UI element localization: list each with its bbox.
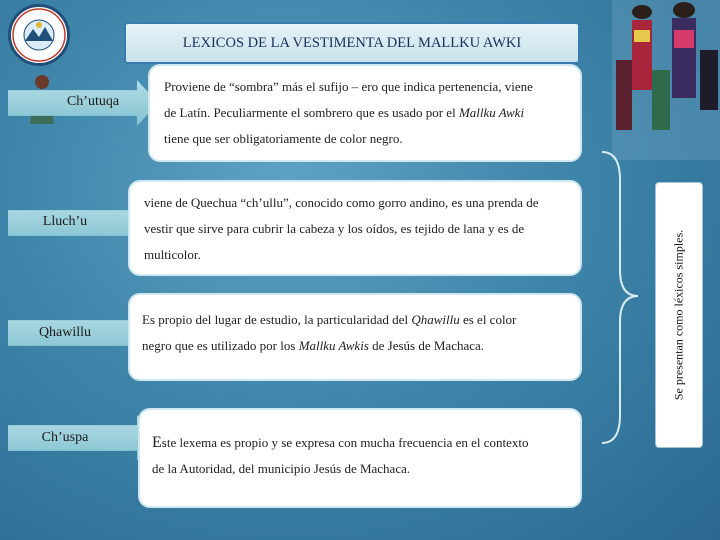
description-line: de Latín. Peculiarmente el sombrero que es usado por el Mallku Awki xyxy=(164,105,525,120)
description-line: negro que es utilizado por los Mallku Awkis de Jesús de Machaca. xyxy=(142,338,485,353)
description-line: viene de Quechua “ch’ullu”, conocido como gorro andino, es una prenda de xyxy=(144,195,539,210)
side-note-box xyxy=(655,182,703,448)
description-box-lluchu xyxy=(130,182,580,274)
description-box-chutuqa xyxy=(150,66,580,160)
description-line: Proviene de “sombra” más el sufijo – ero que indica pertenencia, viene xyxy=(164,79,533,94)
university-seal-logo xyxy=(8,4,70,66)
description-line: vestir que sirve para cubrir la cabeza y los oídos, es tejido de lana y es de xyxy=(144,221,525,236)
item-label-chuspa: Ch’uspa xyxy=(41,430,89,445)
item-label-lluchu: Lluch’u xyxy=(42,214,88,229)
description-line: tiene que ser obligatoriamente de color negro. xyxy=(164,131,403,146)
side-note-text: Se presentan como léxicos simples. xyxy=(671,229,686,401)
slide-title xyxy=(124,22,580,64)
people-photo xyxy=(612,0,720,160)
description-box-chuspa xyxy=(140,410,580,506)
item-label-chutuqa: Ch’utuqa xyxy=(66,94,120,109)
item-label-qhawillu: Qhawillu xyxy=(38,325,92,340)
title-text: LEXICOS DE LA VESTIMENTA DEL MALLKU AWKI xyxy=(182,34,522,51)
description-line: Es propio del lugar de estudio, la particularidad del Qhawillu es el color xyxy=(142,312,517,327)
description-line: de la Autoridad, del municipio Jesús de Machaca. xyxy=(152,461,411,476)
curly-bracket xyxy=(600,150,640,445)
description-line: multicolor. xyxy=(144,247,201,262)
description-line: Este lexema es propio y se expresa con mucha frecuencia en el contexto xyxy=(152,434,529,451)
description-box-qhawillu xyxy=(130,295,580,379)
